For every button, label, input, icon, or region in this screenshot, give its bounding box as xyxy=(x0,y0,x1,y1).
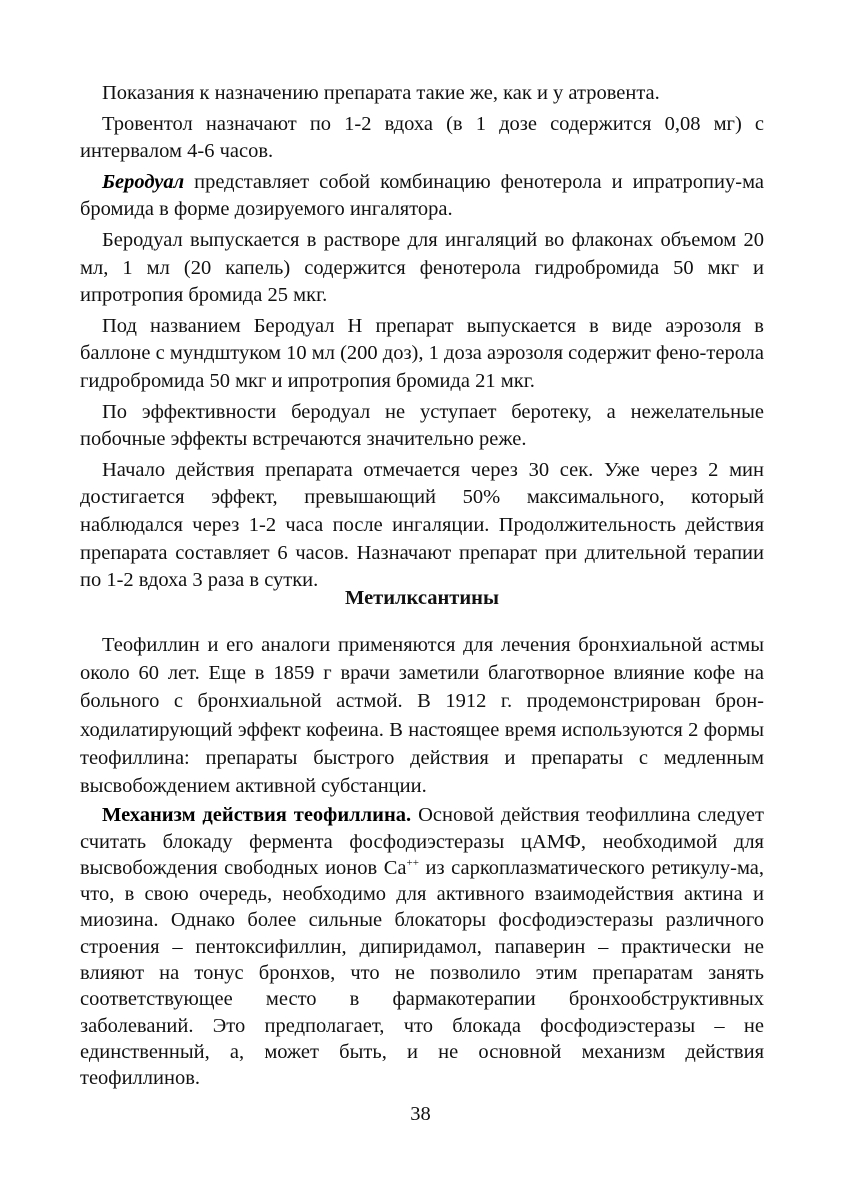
section-heading: Метилксантины xyxy=(345,587,499,609)
paragraph-berodual-n: Под названием Беродуал Н препарат выпускается в виде аэрозоля в баллоне с мундштуком 10 мл (200 доз), 1 доза аэрозоля содержит фено-терола гидробромида 50 мкг и ипротропия бромида 21 мкг. xyxy=(80,314,764,392)
paragraph-berodual-intro xyxy=(80,169,764,224)
paragraph-efficacy: По эффективности беродуал не уступает беротеку, а нежелательные побочные эффекты встречаются значительно реже. xyxy=(80,400,764,451)
paragraph-berodual-solution: Беродуал выпускается в растворе для ингаляций во флаконах объемом 20 мл, 1 мл (20 капель) содержится фенотерола гидробромида 50 мкг и ипротропия бромида 25 мкг. xyxy=(80,228,764,307)
calcium-charge: ++ xyxy=(406,856,419,869)
text-block-top xyxy=(80,80,764,595)
mechanism-text-2: из саркоплазматического ретикулу-ма, что, в свою очередь, необходимо для активного взаимодействия актина и миозина. Однако более сильные блокаторы фосфодиэстеразы различного строения – пентоксифиллин, дипиридамол, папаверин – практически не влияют на тонус бронхов, что не позволило этим препаратам занять соответствующее место в фармакотерапии бронхообструктивных заболеваний. Это предполагает, что блокада фосфодиэстеразы – не единственный, а, может быть, и не основной механизм действия теофиллинов. xyxy=(80,856,765,1090)
paragraph-theophylline-intro: Теофиллин и его аналоги применяются для лечения бронхиальной астмы около 60 лет. Еще в 1859 г врачи заметили благотворное влияние кофе на больного с бронхиальной астмой. В 1912 г. продемонстрирован брон-ходилатирующий эффект кофеина. В настоящее время используются 2 формы теофиллина: препараты быстрого действия и препараты с медленным высвобождением активной субстанции. xyxy=(80,634,764,798)
term-berodual: Беродуал xyxy=(102,170,185,193)
mechanism-text-1: Основой действия теофиллина следует считать блокаду фермента фосфодиэстеразы цАМФ, необходимой для высвобождения свободных ионов Са xyxy=(80,804,764,879)
term-mechanism: Механизм действия теофиллина. xyxy=(102,804,412,827)
text-block-methylxanthines xyxy=(80,631,764,1091)
paragraph-onset: Начало действия препарата отмечается через 30 сек. Уже через 2 мин достигается эффект, превышающий 50% максимального, который наблюдался через 1-2 часа после ингаляции. Продолжительность действия препарата составляет 6 часов. Назначают препарат при длительной терапии по 1-2 вдоха 3 раза в сутки. xyxy=(80,458,764,592)
berodual-description: представляет собой комбинацию фенотерола и ипратропиу-ма бромида в форме дозируемого ингалятора. xyxy=(80,170,764,221)
page-number: 38 xyxy=(410,1103,431,1125)
paragraph-troventol: Тровентол назначают по 1-2 вдоха (в 1 дозе содержится 0,08 мг) с интервалом 4-6 часов. xyxy=(80,112,764,163)
paragraph-mechanism xyxy=(80,802,764,1091)
paragraph-indications: Показания к назначению препарата такие же, как и у атровента. xyxy=(102,82,660,104)
